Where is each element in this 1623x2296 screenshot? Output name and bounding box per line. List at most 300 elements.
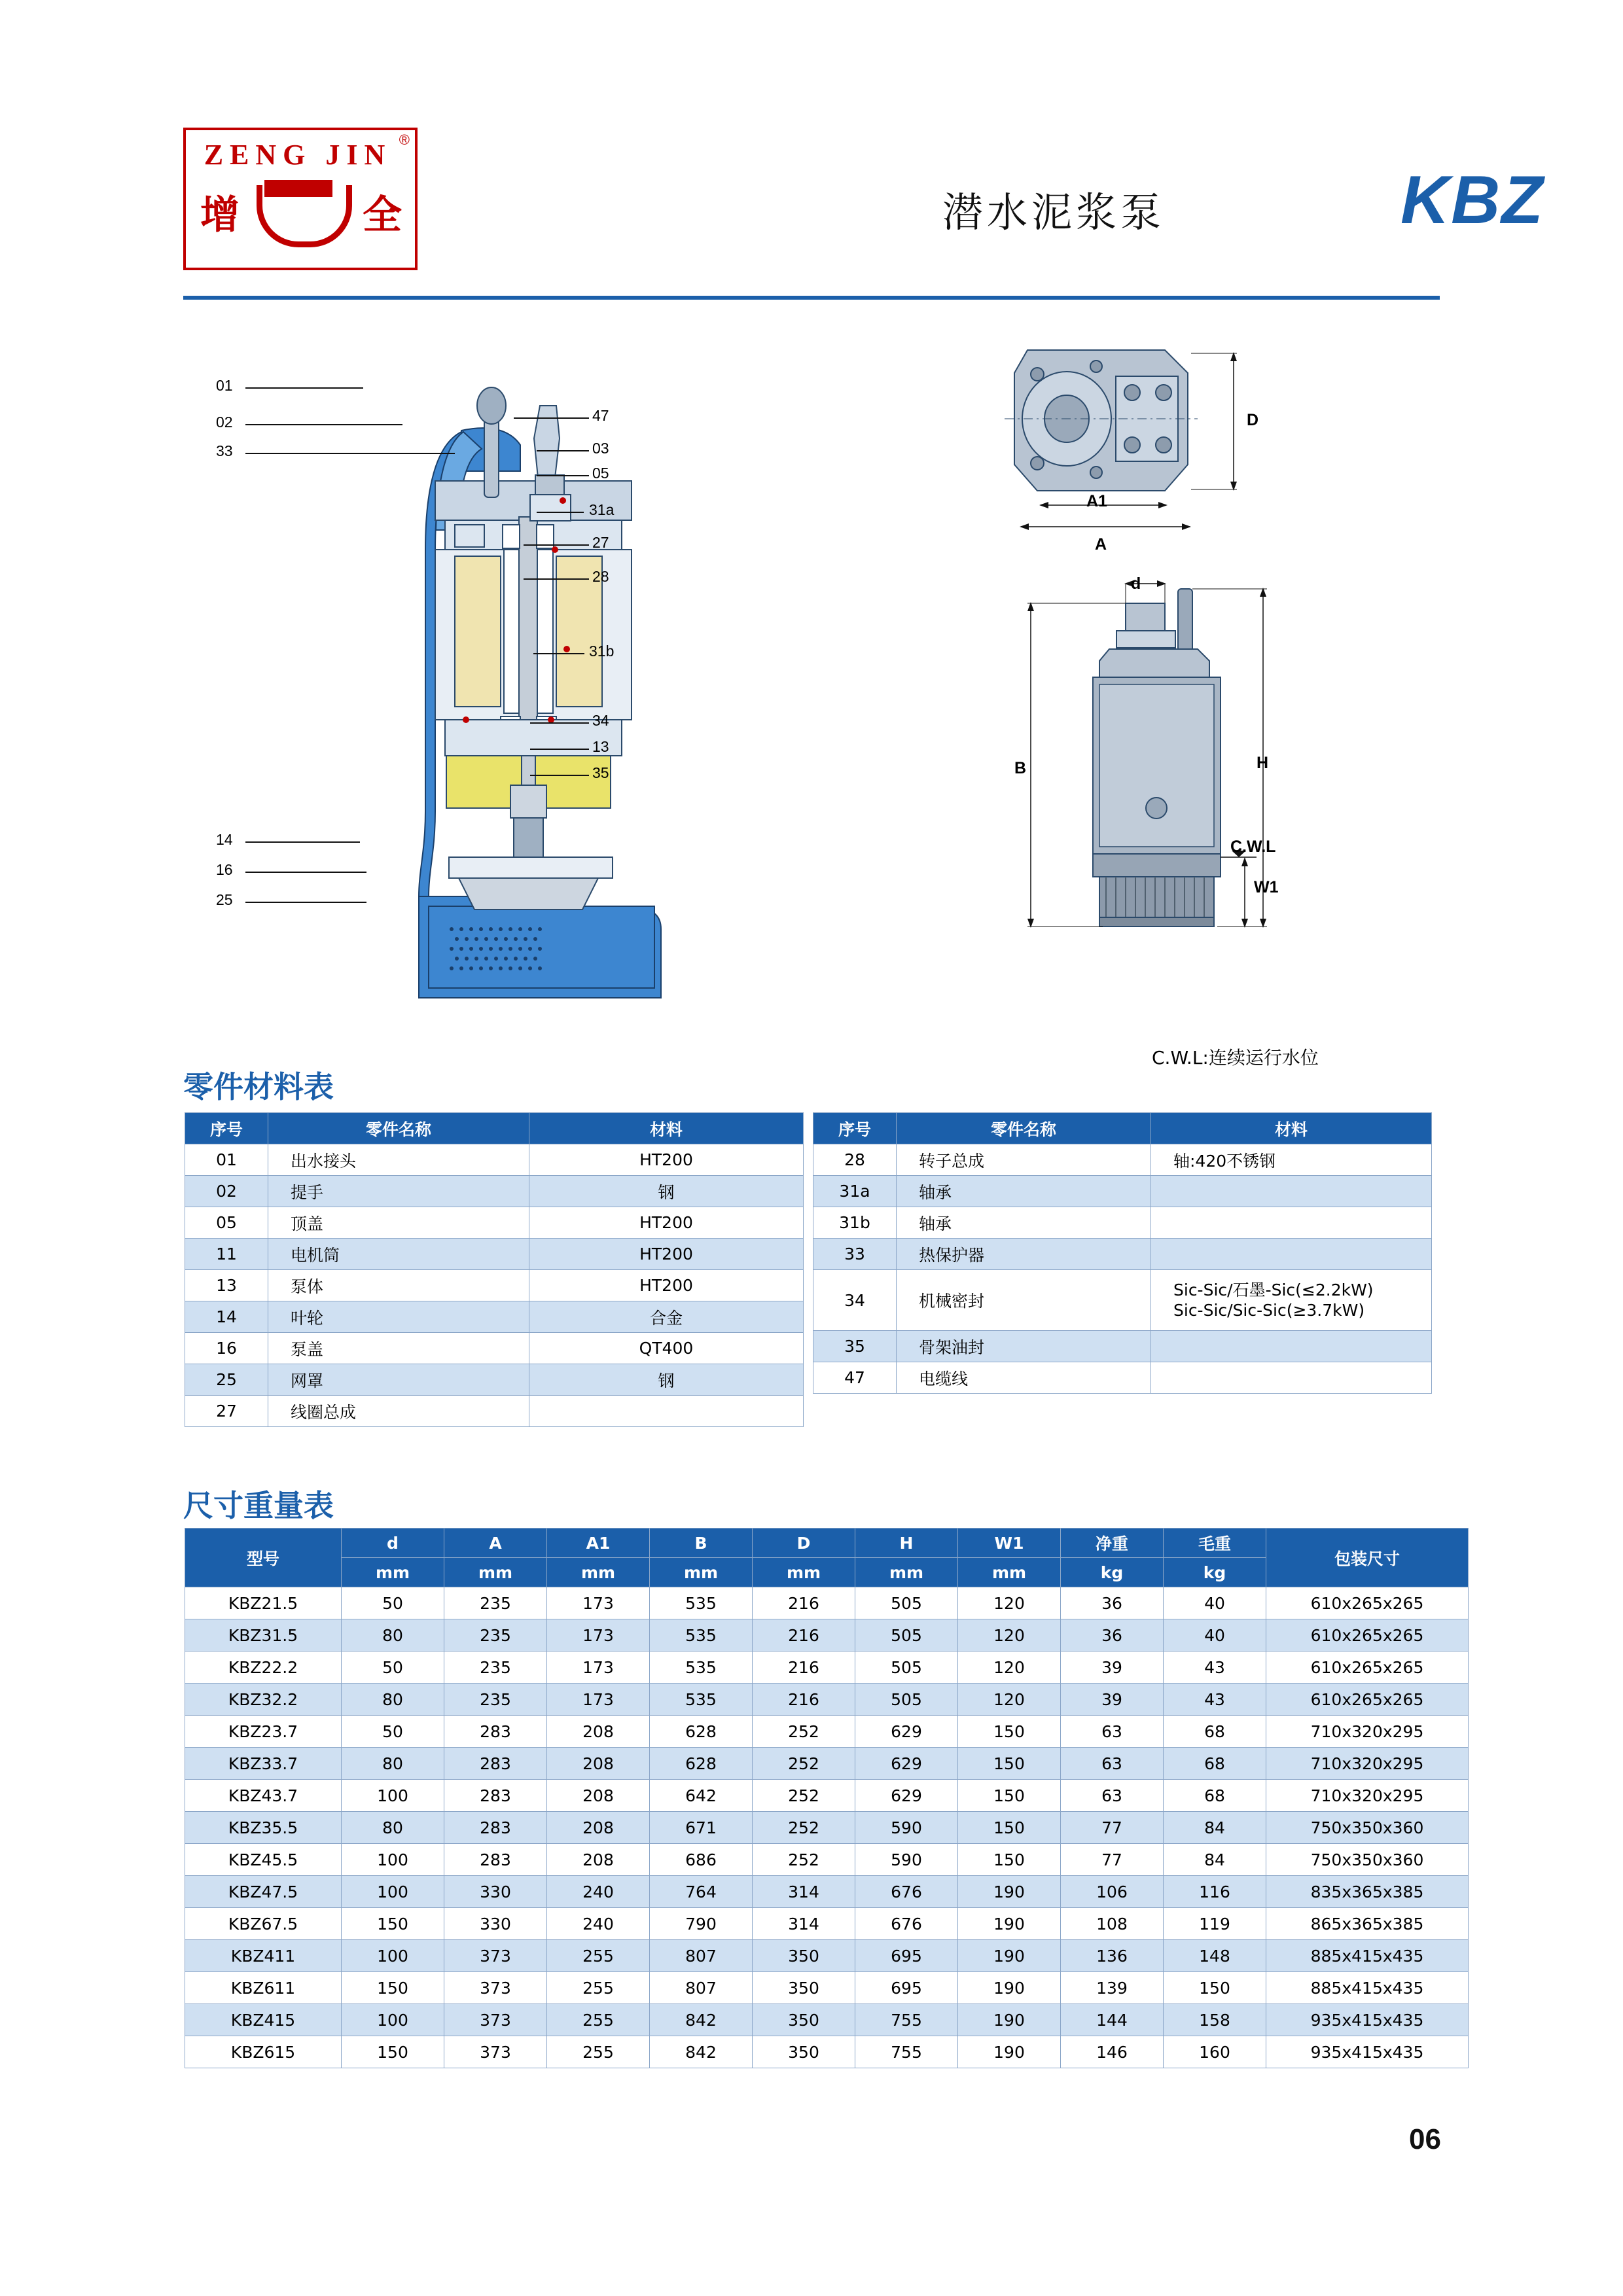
cell-material: HT200 — [529, 1144, 804, 1176]
cell-B: 671 — [650, 1812, 753, 1844]
table-row — [185, 1844, 1469, 1876]
cell-H: 695 — [855, 1940, 958, 1972]
callout-lead-02 — [245, 424, 402, 425]
callout-01: 01 — [216, 377, 233, 394]
th-partname: 零件名称 — [268, 1113, 529, 1144]
cell-H: 629 — [855, 1716, 958, 1748]
cell-name: 出水接头 — [268, 1144, 529, 1176]
table-row — [813, 1239, 1432, 1270]
cell-D: 350 — [753, 1940, 855, 1972]
cell-D: 350 — [753, 1972, 855, 2004]
logo-wordmark: ZENG JIN — [204, 139, 392, 171]
cell-A: 283 — [444, 1780, 547, 1812]
cell-H: 755 — [855, 2036, 958, 2068]
product-diagram — [183, 314, 1440, 1069]
table-row — [185, 1876, 1469, 1908]
th-seq: 序号 — [185, 1113, 268, 1144]
cell-gross-weight: 84 — [1164, 1812, 1266, 1844]
cell-W1: 120 — [958, 1684, 1061, 1716]
cell-H: 755 — [855, 2004, 958, 2036]
cell-material: 合金 — [529, 1301, 804, 1333]
cell-package-size: 710x320x295 — [1266, 1748, 1469, 1780]
table-row — [185, 2036, 1469, 2068]
cell-package-size: 865x365x385 — [1266, 1908, 1469, 1940]
cell-W1: 190 — [958, 1876, 1061, 1908]
cell-name: 轴承 — [897, 1176, 1151, 1207]
cell-D: 216 — [753, 1684, 855, 1716]
cell-net-weight: 36 — [1061, 1587, 1164, 1619]
cell-model: KBZ611 — [185, 1972, 342, 2004]
cell-name: 顶盖 — [268, 1207, 529, 1239]
cell-D: 314 — [753, 1876, 855, 1908]
cell-d: 50 — [342, 1587, 444, 1619]
unit-net-weight: kg — [1061, 1558, 1164, 1587]
cell-net-weight: 39 — [1061, 1651, 1164, 1684]
table-row — [813, 1176, 1432, 1207]
cell-W1: 120 — [958, 1587, 1061, 1619]
cell-package-size: 885x415x435 — [1266, 1972, 1469, 2004]
th-A1: A1 — [547, 1528, 650, 1558]
cell-material: QT400 — [529, 1333, 804, 1364]
cell-d: 50 — [342, 1651, 444, 1684]
cell-material — [1151, 1239, 1432, 1270]
table-row — [185, 1684, 1469, 1716]
cell-material — [1151, 1207, 1432, 1239]
cell-A: 283 — [444, 1844, 547, 1876]
cell-W1: 190 — [958, 1940, 1061, 1972]
callout-lead-01 — [245, 387, 363, 389]
cell-name: 提手 — [268, 1176, 529, 1207]
cell-seq: 31b — [813, 1207, 897, 1239]
cell-package-size: 610x265x265 — [1266, 1684, 1469, 1716]
cell-net-weight: 106 — [1061, 1876, 1164, 1908]
cell-model: KBZ45.5 — [185, 1844, 342, 1876]
cell-model: KBZ411 — [185, 1940, 342, 1972]
cell-material — [1151, 1176, 1432, 1207]
logo-bar-shape — [264, 180, 332, 197]
cell-A: 235 — [444, 1619, 547, 1651]
unit-H: mm — [855, 1558, 958, 1587]
dim-label-W1: W1 — [1254, 878, 1279, 896]
th-material: 材料 — [1151, 1113, 1432, 1144]
cell-seq: 11 — [185, 1239, 268, 1270]
callout-lead-03 — [537, 450, 589, 451]
cell-gross-weight: 148 — [1164, 1940, 1266, 1972]
dim-label-A1: A1 — [1086, 492, 1107, 510]
cell-B: 628 — [650, 1716, 753, 1748]
table-row — [185, 2004, 1469, 2036]
cell-seq: 27 — [185, 1396, 268, 1427]
cell-W1: 120 — [958, 1651, 1061, 1684]
callout-lead-31b — [533, 653, 584, 654]
cell-package-size: 610x265x265 — [1266, 1587, 1469, 1619]
logo-char-right: 全 — [363, 192, 402, 238]
cell-gross-weight: 119 — [1164, 1908, 1266, 1940]
cell-D: 252 — [753, 1812, 855, 1844]
cell-d: 150 — [342, 1972, 444, 2004]
cell-A1: 208 — [547, 1748, 650, 1780]
cell-seq: 31a — [813, 1176, 897, 1207]
cell-d: 100 — [342, 2004, 444, 2036]
company-logo — [183, 121, 419, 272]
cell-gross-weight: 68 — [1164, 1716, 1266, 1748]
cell-material — [529, 1396, 804, 1427]
callout-31b: 31b — [589, 643, 615, 660]
cell-H: 676 — [855, 1876, 958, 1908]
cell-net-weight: 108 — [1061, 1908, 1164, 1940]
callout-lead-35 — [530, 775, 589, 776]
callout-02: 02 — [216, 414, 233, 431]
th-W1: W1 — [958, 1528, 1061, 1558]
parts-table-title: 零件材料表 — [183, 1069, 334, 1104]
page-number: 06 — [1409, 2123, 1441, 2155]
cell-A: 235 — [444, 1651, 547, 1684]
cell-H: 590 — [855, 1844, 958, 1876]
cell-material: 轴:420不锈钢 — [1151, 1144, 1432, 1176]
cell-A1: 208 — [547, 1780, 650, 1812]
cell-seq: 01 — [185, 1144, 268, 1176]
dim-label-d: d — [1131, 574, 1141, 593]
callout-33: 33 — [216, 442, 233, 459]
cell-gross-weight: 68 — [1164, 1748, 1266, 1780]
cwl-note: C.W.L:连续运行水位 — [1152, 1047, 1319, 1069]
callout-35: 35 — [592, 764, 609, 781]
callout-lead-34 — [530, 722, 589, 724]
callout-47: 47 — [592, 407, 609, 424]
cell-gross-weight: 116 — [1164, 1876, 1266, 1908]
cell-model: KBZ615 — [185, 2036, 342, 2068]
table-row — [185, 1587, 1469, 1619]
dim-label-cwl: C.W.L — [1230, 838, 1276, 856]
parts-material-table-right — [813, 1112, 1432, 1394]
cell-W1: 150 — [958, 1748, 1061, 1780]
table-header-row — [185, 1528, 1469, 1558]
cell-A: 373 — [444, 2004, 547, 2036]
cell-name: 泵盖 — [268, 1333, 529, 1364]
cell-B: 842 — [650, 2036, 753, 2068]
callout-16: 16 — [216, 861, 233, 878]
callout-27: 27 — [592, 534, 609, 551]
cell-d: 100 — [342, 1780, 444, 1812]
cell-seq: 28 — [813, 1144, 897, 1176]
cell-A1: 208 — [547, 1844, 650, 1876]
table-row — [185, 1270, 804, 1301]
cell-D: 350 — [753, 2036, 855, 2068]
cell-W1: 150 — [958, 1716, 1061, 1748]
cell-A1: 173 — [547, 1587, 650, 1619]
table-row — [813, 1270, 1432, 1331]
cell-D: 216 — [753, 1651, 855, 1684]
cell-W1: 150 — [958, 1812, 1061, 1844]
callout-14: 14 — [216, 831, 233, 848]
unit-d: mm — [342, 1558, 444, 1587]
cell-seq: 05 — [185, 1207, 268, 1239]
cell-package-size: 750x350x360 — [1266, 1844, 1469, 1876]
cell-model: KBZ23.7 — [185, 1716, 342, 1748]
cell-A: 373 — [444, 1972, 547, 2004]
cell-package-size: 935x415x435 — [1266, 2004, 1469, 2036]
cell-package-size: 610x265x265 — [1266, 1651, 1469, 1684]
cell-material: 钢 — [529, 1176, 804, 1207]
table-row — [185, 1716, 1469, 1748]
table-row — [185, 1396, 804, 1427]
cell-A1: 173 — [547, 1684, 650, 1716]
cell-gross-weight: 43 — [1164, 1651, 1266, 1684]
cell-gross-weight: 150 — [1164, 1972, 1266, 2004]
dim-label-A: A — [1095, 535, 1107, 554]
unit-D: mm — [753, 1558, 855, 1587]
callout-25: 25 — [216, 891, 233, 908]
cell-W1: 190 — [958, 1972, 1061, 2004]
cell-gross-weight: 160 — [1164, 2036, 1266, 2068]
cell-d: 150 — [342, 1908, 444, 1940]
unit-A1: mm — [547, 1558, 650, 1587]
cell-name: 网罩 — [268, 1364, 529, 1396]
cell-material — [1151, 1331, 1432, 1362]
cell-net-weight: 139 — [1061, 1972, 1164, 2004]
cell-D: 350 — [753, 2004, 855, 2036]
cell-A1: 173 — [547, 1619, 650, 1651]
unit-A: mm — [444, 1558, 547, 1587]
cell-name: 转子总成 — [897, 1144, 1151, 1176]
cell-A: 330 — [444, 1908, 547, 1940]
cell-W1: 190 — [958, 2036, 1061, 2068]
cell-package-size: 885x415x435 — [1266, 1940, 1469, 1972]
cell-net-weight: 146 — [1061, 2036, 1164, 2068]
cell-gross-weight: 40 — [1164, 1587, 1266, 1619]
unit-gross-weight: kg — [1164, 1558, 1266, 1587]
cell-seq: 47 — [813, 1362, 897, 1394]
cell-A1: 240 — [547, 1908, 650, 1940]
callout-lead-14 — [245, 841, 360, 843]
callout-lead-27 — [524, 544, 589, 546]
callout-31a: 31a — [589, 501, 615, 518]
cell-d: 150 — [342, 2036, 444, 2068]
cell-model: KBZ32.2 — [185, 1684, 342, 1716]
cell-A1: 255 — [547, 2004, 650, 2036]
th-gross-weight: 毛重 — [1164, 1528, 1266, 1558]
callout-lead-28 — [524, 578, 589, 580]
dimensions-weight-table — [185, 1528, 1469, 2068]
cell-seq: 25 — [185, 1364, 268, 1396]
th-B: B — [650, 1528, 753, 1558]
cell-d: 100 — [342, 1876, 444, 1908]
cell-name: 线圈总成 — [268, 1396, 529, 1427]
cell-B: 535 — [650, 1651, 753, 1684]
cell-A: 373 — [444, 2036, 547, 2068]
logo-char-left: 增 — [200, 192, 240, 238]
table-row — [185, 1972, 1469, 2004]
table-row — [185, 1364, 804, 1396]
table-row — [813, 1207, 1432, 1239]
cell-net-weight: 63 — [1061, 1780, 1164, 1812]
cell-package-size: 935x415x435 — [1266, 2036, 1469, 2068]
cell-A1: 255 — [547, 1972, 650, 2004]
cell-seq: 02 — [185, 1176, 268, 1207]
unit-B: mm — [650, 1558, 753, 1587]
callout-05: 05 — [592, 465, 609, 482]
cell-A: 235 — [444, 1587, 547, 1619]
cell-d: 80 — [342, 1619, 444, 1651]
cell-B: 790 — [650, 1908, 753, 1940]
cell-A: 283 — [444, 1748, 547, 1780]
cell-A1: 255 — [547, 1940, 650, 1972]
cell-net-weight: 36 — [1061, 1619, 1164, 1651]
table-row — [813, 1362, 1432, 1394]
cell-gross-weight: 40 — [1164, 1619, 1266, 1651]
cell-seq: 33 — [813, 1239, 897, 1270]
cell-package-size: 750x350x360 — [1266, 1812, 1469, 1844]
cell-d: 80 — [342, 1684, 444, 1716]
th-D: D — [753, 1528, 855, 1558]
cell-D: 252 — [753, 1716, 855, 1748]
cell-A: 330 — [444, 1876, 547, 1908]
cell-gross-weight: 84 — [1164, 1844, 1266, 1876]
callout-lead-13 — [530, 749, 589, 750]
cell-D: 252 — [753, 1780, 855, 1812]
page-title: 潜水泥浆泵 — [942, 188, 1166, 236]
callout-lead-33 — [245, 453, 455, 454]
cell-B: 642 — [650, 1780, 753, 1812]
th-d: d — [342, 1528, 444, 1558]
cell-A: 373 — [444, 1940, 547, 1972]
callout-13: 13 — [592, 738, 609, 755]
cell-model: KBZ33.7 — [185, 1748, 342, 1780]
table-row — [185, 1619, 1469, 1651]
cell-A: 235 — [444, 1684, 547, 1716]
product-series-title: KBZ — [1400, 162, 1544, 238]
cell-material: HT200 — [529, 1270, 804, 1301]
cell-H: 629 — [855, 1748, 958, 1780]
cell-H: 505 — [855, 1619, 958, 1651]
cell-model: KBZ415 — [185, 2004, 342, 2036]
table-header-row — [185, 1113, 804, 1144]
cell-d: 50 — [342, 1716, 444, 1748]
cell-name: 电缆线 — [897, 1362, 1151, 1394]
cell-A1: 255 — [547, 2036, 650, 2068]
parts-material-table-left — [185, 1112, 804, 1427]
cell-net-weight: 39 — [1061, 1684, 1164, 1716]
dim-label-H: H — [1257, 754, 1269, 772]
cell-package-size: 710x320x295 — [1266, 1716, 1469, 1748]
cell-net-weight: 77 — [1061, 1812, 1164, 1844]
cell-seq: 34 — [813, 1270, 897, 1331]
cell-H: 590 — [855, 1812, 958, 1844]
cell-model: KBZ67.5 — [185, 1908, 342, 1940]
callout-lead-47 — [514, 417, 589, 419]
cell-material: Sic-Sic/石墨-Sic(≤2.2kW) Sic-Sic/Sic-Sic(≥3.7kW) — [1151, 1270, 1432, 1331]
table-row — [185, 1144, 804, 1176]
cell-B: 807 — [650, 1940, 753, 1972]
table-row — [185, 1333, 804, 1364]
cell-material: HT200 — [529, 1207, 804, 1239]
cell-D: 252 — [753, 1748, 855, 1780]
cell-d: 100 — [342, 1844, 444, 1876]
page-header — [183, 121, 1544, 291]
cell-gross-weight: 68 — [1164, 1780, 1266, 1812]
table-row — [813, 1331, 1432, 1362]
unit-W1: mm — [958, 1558, 1061, 1587]
table-row — [185, 1301, 804, 1333]
cell-A1: 240 — [547, 1876, 650, 1908]
cell-d: 80 — [342, 1812, 444, 1844]
cell-B: 535 — [650, 1619, 753, 1651]
cell-seq: 14 — [185, 1301, 268, 1333]
cell-D: 216 — [753, 1619, 855, 1651]
table-row — [185, 1207, 804, 1239]
cell-net-weight: 63 — [1061, 1748, 1164, 1780]
cell-gross-weight: 158 — [1164, 2004, 1266, 2036]
header-divider — [183, 296, 1440, 300]
th-seq: 序号 — [813, 1113, 897, 1144]
cell-D: 216 — [753, 1587, 855, 1619]
cell-package-size: 710x320x295 — [1266, 1780, 1469, 1812]
cell-W1: 120 — [958, 1619, 1061, 1651]
cell-package-size: 835x365x385 — [1266, 1876, 1469, 1908]
cell-model: KBZ35.5 — [185, 1812, 342, 1844]
th-package-size: 包装尺寸 — [1266, 1528, 1469, 1587]
th-H: H — [855, 1528, 958, 1558]
cell-W1: 190 — [958, 1908, 1061, 1940]
cell-name: 机械密封 — [897, 1270, 1151, 1331]
cell-H: 629 — [855, 1780, 958, 1812]
cell-name: 电机筒 — [268, 1239, 529, 1270]
table-header-row — [813, 1113, 1432, 1144]
cell-net-weight: 77 — [1061, 1844, 1164, 1876]
cell-model: KBZ21.5 — [185, 1587, 342, 1619]
dim-label-D: D — [1247, 411, 1259, 429]
cell-B: 628 — [650, 1748, 753, 1780]
cell-model: KBZ43.7 — [185, 1780, 342, 1812]
cell-A1: 208 — [547, 1716, 650, 1748]
cell-H: 505 — [855, 1651, 958, 1684]
cell-package-size: 610x265x265 — [1266, 1619, 1469, 1651]
dimensions-table-title: 尺寸重量表 — [183, 1488, 334, 1523]
callout-28: 28 — [592, 568, 609, 585]
cell-B: 764 — [650, 1876, 753, 1908]
cell-model: KBZ31.5 — [185, 1619, 342, 1651]
table-row — [185, 1940, 1469, 1972]
cell-A: 283 — [444, 1812, 547, 1844]
callout-lead-16 — [245, 872, 366, 873]
cell-material: HT200 — [529, 1239, 804, 1270]
cell-name: 轴承 — [897, 1207, 1151, 1239]
cell-seq: 35 — [813, 1331, 897, 1362]
cell-A: 283 — [444, 1716, 547, 1748]
dim-label-B: B — [1014, 759, 1027, 777]
callout-03: 03 — [592, 440, 609, 457]
cell-D: 252 — [753, 1844, 855, 1876]
cell-model: KBZ47.5 — [185, 1876, 342, 1908]
cell-material: 钢 — [529, 1364, 804, 1396]
cell-name: 骨架油封 — [897, 1331, 1151, 1362]
cell-H: 505 — [855, 1587, 958, 1619]
cell-B: 807 — [650, 1972, 753, 2004]
pump-cross-section-drawing — [294, 353, 792, 1047]
cell-material — [1151, 1362, 1432, 1394]
th-net-weight: 净重 — [1061, 1528, 1164, 1558]
cell-D: 314 — [753, 1908, 855, 1940]
cell-A1: 173 — [547, 1651, 650, 1684]
cell-B: 686 — [650, 1844, 753, 1876]
cell-net-weight: 136 — [1061, 1940, 1164, 1972]
table-row — [185, 1176, 804, 1207]
cell-W1: 150 — [958, 1780, 1061, 1812]
th-material: 材料 — [529, 1113, 804, 1144]
cell-model: KBZ22.2 — [185, 1651, 342, 1684]
pump-top-view-drawing — [1001, 327, 1342, 543]
cell-H: 505 — [855, 1684, 958, 1716]
